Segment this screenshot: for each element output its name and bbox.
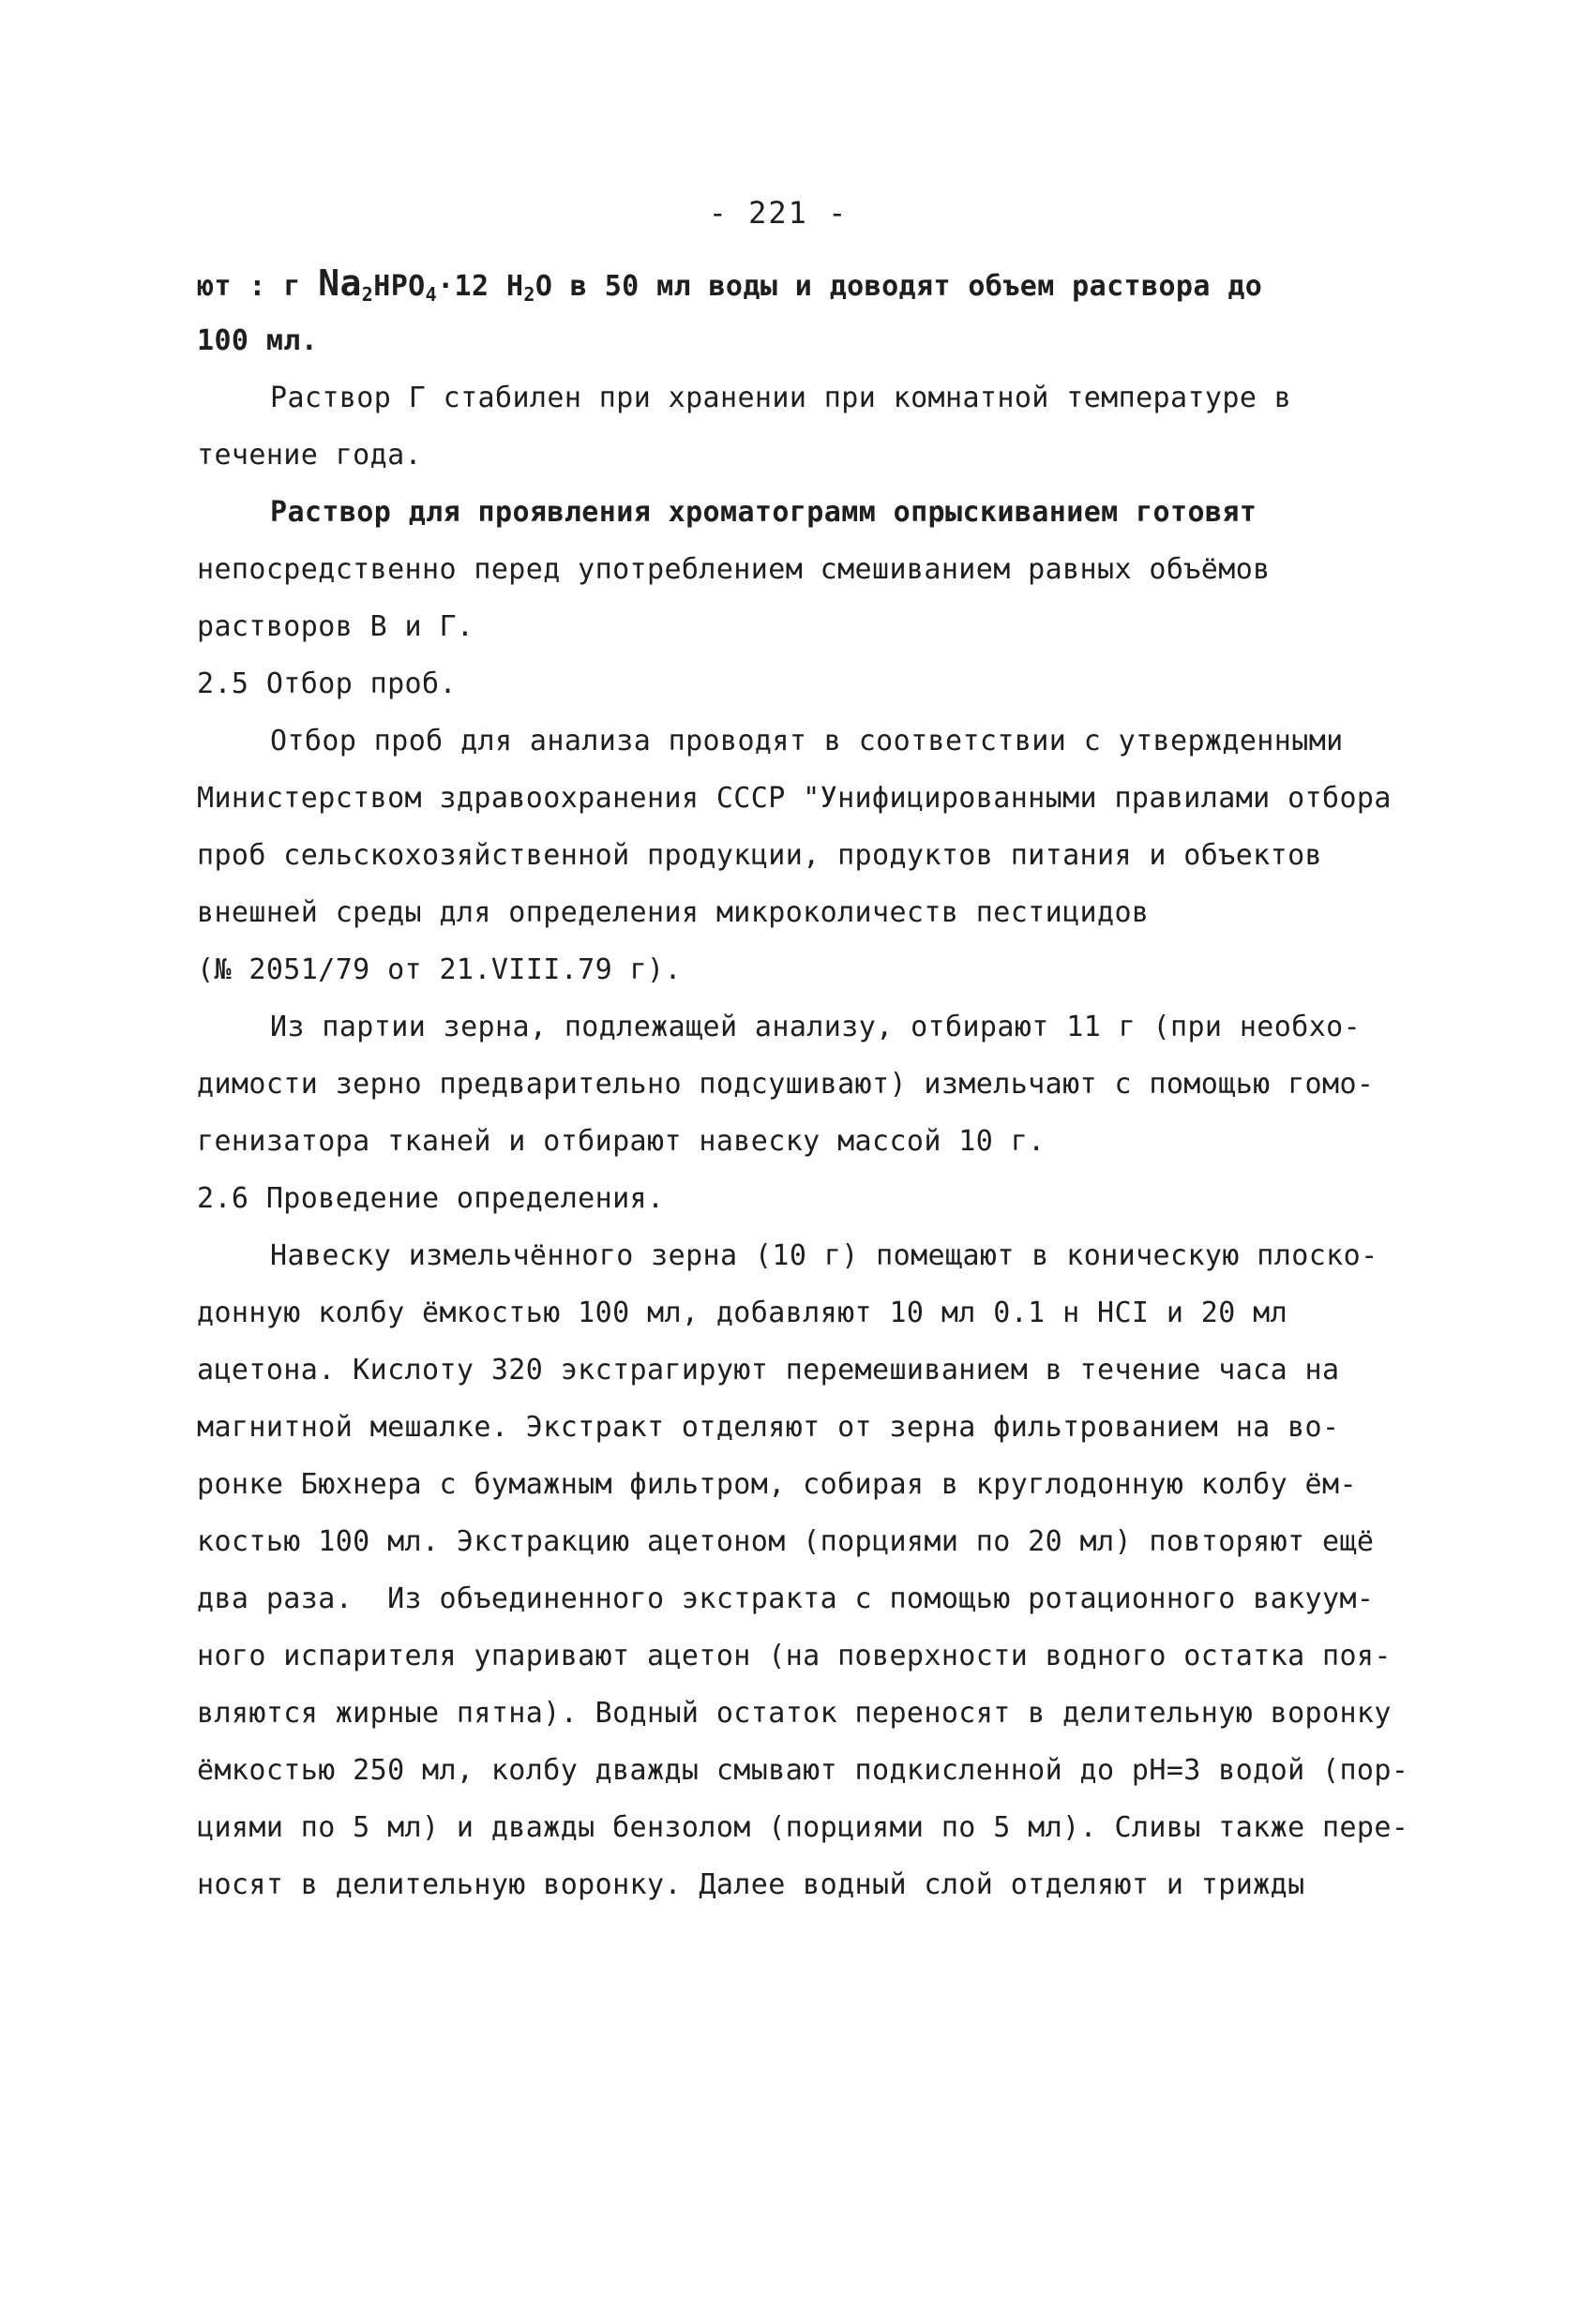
section-heading: 2.5 Отбор проб.	[197, 667, 457, 700]
formula-sub-h: 2	[523, 283, 535, 306]
formula-sub-na: 2	[361, 283, 374, 306]
text-line: генизатора тканей и отбирают навеску массой 10 г.	[197, 1125, 1046, 1158]
text-line: ацетона. Кислоту 320 экстрагируют перемешиванием в течение часа на	[197, 1354, 1340, 1387]
formula-suffix: O в 50 мл воды и доводят объем раствора до	[535, 270, 1263, 303]
formula-prefix: ют : г	[197, 270, 319, 303]
text-line: 100 мл.	[197, 324, 319, 357]
text-line: внешней среды для определения микроколичеств пестицидов	[197, 896, 1150, 929]
text-line: Раствор Г стабилен при хранении при комнатной температуре в	[270, 382, 1292, 414]
text-line: носят в делительную воронку. Далее водный слой отделяют и трижды	[197, 1868, 1305, 1901]
text-line: два раза. Из объединенного экстракта с помощью ротационного вакуум-	[197, 1582, 1375, 1615]
text-line: Отбор проб для анализа проводят в соответствии с утвержденными	[270, 725, 1344, 757]
text-line: течение года.	[197, 439, 422, 472]
text-line: вляются жирные пятна). Водный остаток переносят в делительную воронку	[197, 1697, 1392, 1730]
text-line: Навеску измельчённого зерна (10 г) помещают в коническую плоско-	[270, 1239, 1378, 1272]
text-line: ронке Бюхнера с бумажным фильтром, собирая в круглодонную колбу ём-	[197, 1468, 1357, 1501]
text-line: ёмкостью 250 мл, колбу дважды смывают подкисленной до pH=3 водой (пор-	[197, 1754, 1409, 1787]
formula-sub-po: 4	[425, 283, 438, 306]
text-line: ного испарителя упаривают ацетон (на поверхности водного остатка поя-	[197, 1640, 1392, 1672]
text-line: магнитной мешалке. Экстракт отделяют от зерна фильтрованием на во-	[197, 1411, 1340, 1444]
page-body	[197, 255, 1444, 1913]
text-line: димости зерно предварительно подсушивают) измельчают с помощью гомо-	[197, 1068, 1375, 1101]
text-line: донную колбу ёмкостью 100 мл, добавляют 10 мл 0.1 н HCI и 20 мл	[197, 1297, 1288, 1329]
text-line: (№ 2051/79 от 21.VIII.79 г).	[197, 953, 682, 986]
formula-hpo: HPO	[373, 270, 426, 303]
text-line: Министерством здравоохранения СССР "Унифицированными правилами отбора	[197, 782, 1392, 815]
text-line: циями по 5 мл) и дважды бензолом (порциями по 5 мл). Сливы также пере-	[197, 1811, 1409, 1844]
formula-na: Na	[318, 262, 362, 304]
text-line: Из партии зерна, подлежащей анализу, отбирают 11 г (при необхо-	[270, 1011, 1362, 1043]
text-line: костью 100 мл. Экстракцию ацетоном (порциями по 20 мл) повторяют ещё	[197, 1525, 1375, 1558]
text-line: растворов В и Г.	[197, 610, 474, 643]
formula-water: ·12 H	[437, 270, 524, 303]
text-line: Раствор для проявления хроматограмм опрыскиванием готовят	[270, 496, 1257, 529]
page-number: - 221 -	[708, 195, 849, 231]
text-line: непосредственно перед употреблением смешиванием равных объёмов	[197, 553, 1271, 586]
text-line: проб сельскохозяйственной продукции, продуктов питания и объектов	[197, 839, 1322, 872]
section-heading: 2.6 Проведение определения.	[197, 1182, 665, 1215]
formula-line	[197, 255, 1444, 312]
